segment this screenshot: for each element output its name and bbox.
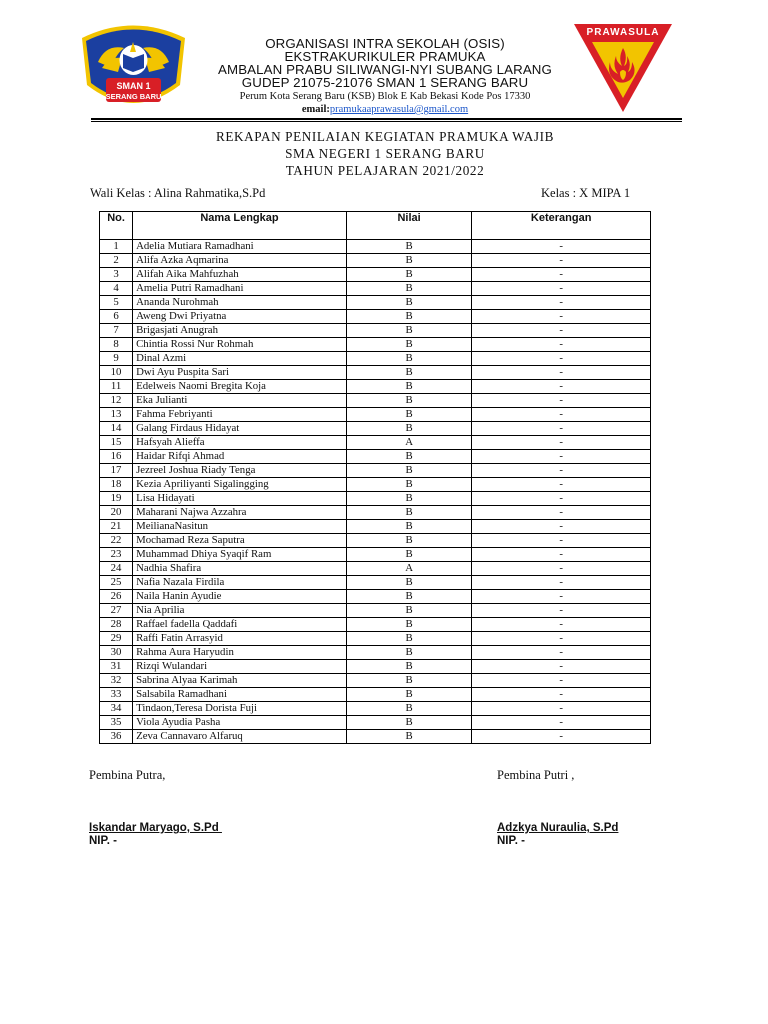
row-nilai: B [346,352,471,366]
row-keterangan: - [472,534,651,548]
row-keterangan: - [472,520,651,534]
row-no: 18 [100,478,133,492]
putri-name: Adzkya Nuraulia, S.Pd [497,822,619,834]
row-name: Nia Aprilia [133,604,347,618]
row-keterangan: - [472,548,651,562]
row-name: Adelia Mutiara Ramadhani [133,240,347,254]
row-name: Galang Firdaus Hidayat [133,422,347,436]
table-row [100,604,651,618]
row-keterangan: - [472,282,651,296]
row-nilai: B [346,450,471,464]
document-title [150,128,620,179]
table-row [100,730,651,744]
row-name: Salsabila Ramadhani [133,688,347,702]
row-name: Aweng Dwi Priyatna [133,310,347,324]
row-name: Rizqi Wulandari [133,660,347,674]
table-row [100,380,651,394]
row-name: Chintia Rossi Nur Rohmah [133,338,347,352]
row-keterangan: - [472,436,651,450]
title-line-1: REKAPAN PENILAIAN KEGIATAN PRAMUKA WAJIB [216,129,554,144]
row-nilai: B [346,520,471,534]
letterhead-address: Perum Kota Serang Baru (KSB) Blok E Kab Bekasi Kode Pos 17330 [239,91,531,102]
row-nilai: A [346,436,471,450]
table-row [100,548,651,562]
title-line-3: TAHUN PELAJARAN 2021/2022 [285,163,485,178]
row-no: 17 [100,464,133,478]
row-name: Lisa Hidayati [133,492,347,506]
table-row [100,520,651,534]
kelas: Kelas : X MIPA 1 [541,186,631,200]
row-keterangan: - [472,604,651,618]
row-name: Rahma Aura Haryudin [133,646,347,660]
row-keterangan: - [472,254,651,268]
row-nilai: B [346,310,471,324]
row-nilai: B [346,506,471,520]
table-row [100,492,651,506]
row-keterangan: - [472,352,651,366]
row-name: Eka Julianti [133,394,347,408]
row-no: 36 [100,730,133,744]
row-nilai: A [346,562,471,576]
table-row [100,478,651,492]
row-name: Raffi Fatin Arrasyid [133,632,347,646]
row-nilai: B [346,688,471,702]
table-row [100,296,651,310]
table-row [100,506,651,520]
signature-putra [89,822,222,848]
row-name: Nafia Nazala Firdila [133,576,347,590]
row-name: Maharani Najwa Azzahra [133,506,347,520]
row-nilai: B [346,478,471,492]
row-keterangan: - [472,240,651,254]
row-name: Tindaon,Teresa Dorista Fuji [133,702,347,716]
row-nilai: B [346,492,471,506]
letterhead-line-4: GUDEP 21075-21076 SMAN 1 SERANG BARU [241,75,529,90]
table-row [100,576,651,590]
letterhead [195,37,575,116]
table-row [100,688,651,702]
row-keterangan: - [472,688,651,702]
pembina-putri-label: Pembina Putri , [497,768,575,782]
table-row [100,352,651,366]
row-no: 1 [100,240,133,254]
row-nilai: B [346,254,471,268]
row-no: 14 [100,422,133,436]
row-keterangan: - [472,338,651,352]
row-nilai: B [346,534,471,548]
row-no: 23 [100,548,133,562]
row-no: 33 [100,688,133,702]
row-name: Dwi Ayu Puspita Sari [133,366,347,380]
row-nilai: B [346,646,471,660]
row-nilai: B [346,338,471,352]
row-no: 7 [100,324,133,338]
row-name: MeilianaNasitun [133,520,347,534]
row-no: 5 [100,296,133,310]
table-row [100,422,651,436]
table-row [100,324,651,338]
row-keterangan: - [472,464,651,478]
row-nilai: B [346,632,471,646]
row-no: 21 [100,520,133,534]
row-no: 15 [100,436,133,450]
row-keterangan: - [472,310,651,324]
table-row [100,590,651,604]
row-nilai: B [346,268,471,282]
title-line-2: SMA NEGERI 1 SERANG BARU [285,146,485,161]
table-row [100,268,651,282]
table-row [100,338,651,352]
wali-kelas: Wali Kelas : Alina Rahmatika,S.Pd [90,186,266,200]
letterhead-email [195,103,575,116]
row-nilai: B [346,548,471,562]
row-nilai: B [346,576,471,590]
row-name: Amelia Putri Ramadhani [133,282,347,296]
row-no: 30 [100,646,133,660]
logo-left-text-2: SERANG BARU [105,92,162,101]
table-row [100,450,651,464]
row-name: Nadhia Shafira [133,562,347,576]
prawasula-logo-icon [572,22,674,114]
email-label: email: [301,104,330,115]
row-no: 28 [100,618,133,632]
letterhead-divider-thin [91,121,682,122]
putra-nip: NIP. - [89,835,117,847]
row-keterangan: - [472,296,651,310]
row-no: 26 [100,590,133,604]
row-no: 4 [100,282,133,296]
row-name: Sabrina Alyaa Karimah [133,674,347,688]
logo-left-text-1: SMAN 1 [116,81,151,91]
row-no: 3 [100,268,133,282]
row-nilai: B [346,604,471,618]
header-nilai: Nilai [346,212,471,240]
putra-name: Iskandar Maryago, S.Pd [89,822,222,834]
row-keterangan: - [472,632,651,646]
row-keterangan: - [472,730,651,744]
row-keterangan: - [472,324,651,338]
table-row [100,618,651,632]
row-keterangan: - [472,380,651,394]
letterhead-line-1: ORGANISASI INTRA SEKOLAH (OSIS) [265,36,505,51]
row-nilai: B [346,702,471,716]
row-nilai: B [346,296,471,310]
row-name: Ananda Nurohmah [133,296,347,310]
pembina-putra-label: Pembina Putra, [89,768,166,782]
row-keterangan: - [472,590,651,604]
row-nilai: B [346,282,471,296]
table-row [100,562,651,576]
header-keterangan: Keterangan [472,212,651,240]
row-keterangan: - [472,506,651,520]
row-nilai: B [346,240,471,254]
logo-right-text: PRAWASULA [586,27,660,38]
table-row [100,646,651,660]
row-keterangan: - [472,450,651,464]
table-row [100,716,651,730]
row-name: Viola Ayudia Pasha [133,716,347,730]
row-nilai: B [346,618,471,632]
table-header-row [100,212,651,240]
row-name: Zeva Cannavaro Alfaruq [133,730,347,744]
header-nama: Nama Lengkap [133,212,347,240]
table-row [100,282,651,296]
table-row [100,674,651,688]
row-name: Edelweis Naomi Bregita Koja [133,380,347,394]
row-nilai: B [346,590,471,604]
row-keterangan: - [472,422,651,436]
table-row [100,254,651,268]
letterhead-divider [91,118,682,120]
row-name: Alifah Aika Mahfuzhah [133,268,347,282]
putri-nip: NIP. - [497,835,525,847]
row-name: Haidar Rifqi Ahmad [133,450,347,464]
row-name: Naila Hanin Ayudie [133,590,347,604]
row-no: 16 [100,450,133,464]
table-row [100,534,651,548]
table-row [100,436,651,450]
row-no: 2 [100,254,133,268]
row-keterangan: - [472,562,651,576]
table-row [100,632,651,646]
row-nilai: B [346,464,471,478]
row-keterangan: - [472,394,651,408]
row-no: 24 [100,562,133,576]
signature-putri [497,822,618,848]
letterhead-line-3: AMBALAN PRABU SILIWANGI-NYI SUBANG LARANG [218,62,552,77]
row-name: Alifa Azka Aqmarina [133,254,347,268]
header-no: No. [100,212,133,240]
row-name: Muhammad Dhiya Syaqif Ram [133,548,347,562]
sman1-logo-icon [76,22,191,112]
row-no: 20 [100,506,133,520]
row-keterangan: - [472,492,651,506]
row-nilai: B [346,380,471,394]
row-name: Fahma Febriyanti [133,408,347,422]
row-nilai: B [346,660,471,674]
row-name: Kezia Apriliyanti Sigalingging [133,478,347,492]
row-no: 29 [100,632,133,646]
table-body [100,240,651,744]
table-row [100,394,651,408]
row-keterangan: - [472,716,651,730]
row-keterangan: - [472,646,651,660]
table-row [100,702,651,716]
row-name: Brigasjati Anugrah [133,324,347,338]
row-no: 32 [100,674,133,688]
row-no: 34 [100,702,133,716]
row-nilai: B [346,408,471,422]
row-no: 9 [100,352,133,366]
grades-table [99,211,651,744]
table-row [100,408,651,422]
table-row [100,464,651,478]
row-no: 35 [100,716,133,730]
row-keterangan: - [472,618,651,632]
row-no: 10 [100,366,133,380]
row-nilai: B [346,422,471,436]
row-keterangan: - [472,478,651,492]
table-row [100,310,651,324]
row-no: 27 [100,604,133,618]
letterhead-line-2: EKSTRAKURIKULER PRAMUKA [284,49,486,64]
row-nilai: B [346,324,471,338]
row-no: 31 [100,660,133,674]
row-name: Hafsyah Alieffa [133,436,347,450]
row-keterangan: - [472,702,651,716]
row-no: 6 [100,310,133,324]
row-name: Dinal Azmi [133,352,347,366]
row-nilai: B [346,366,471,380]
row-keterangan: - [472,576,651,590]
row-no: 25 [100,576,133,590]
email-link[interactable]: pramukaaprawasula@gmail.com [329,104,469,115]
row-no: 12 [100,394,133,408]
row-name: Mochamad Reza Saputra [133,534,347,548]
table-row [100,240,651,254]
row-name: Raffael fadella Qaddafi [133,618,347,632]
row-keterangan: - [472,674,651,688]
row-no: 11 [100,380,133,394]
table-row [100,366,651,380]
row-name: Jezreel Joshua Riady Tenga [133,464,347,478]
row-keterangan: - [472,660,651,674]
table-row [100,660,651,674]
row-keterangan: - [472,268,651,282]
row-no: 22 [100,534,133,548]
row-keterangan: - [472,408,651,422]
row-no: 8 [100,338,133,352]
row-nilai: B [346,716,471,730]
row-nilai: B [346,730,471,744]
row-keterangan: - [472,366,651,380]
row-nilai: B [346,674,471,688]
row-no: 13 [100,408,133,422]
row-no: 19 [100,492,133,506]
row-nilai: B [346,394,471,408]
